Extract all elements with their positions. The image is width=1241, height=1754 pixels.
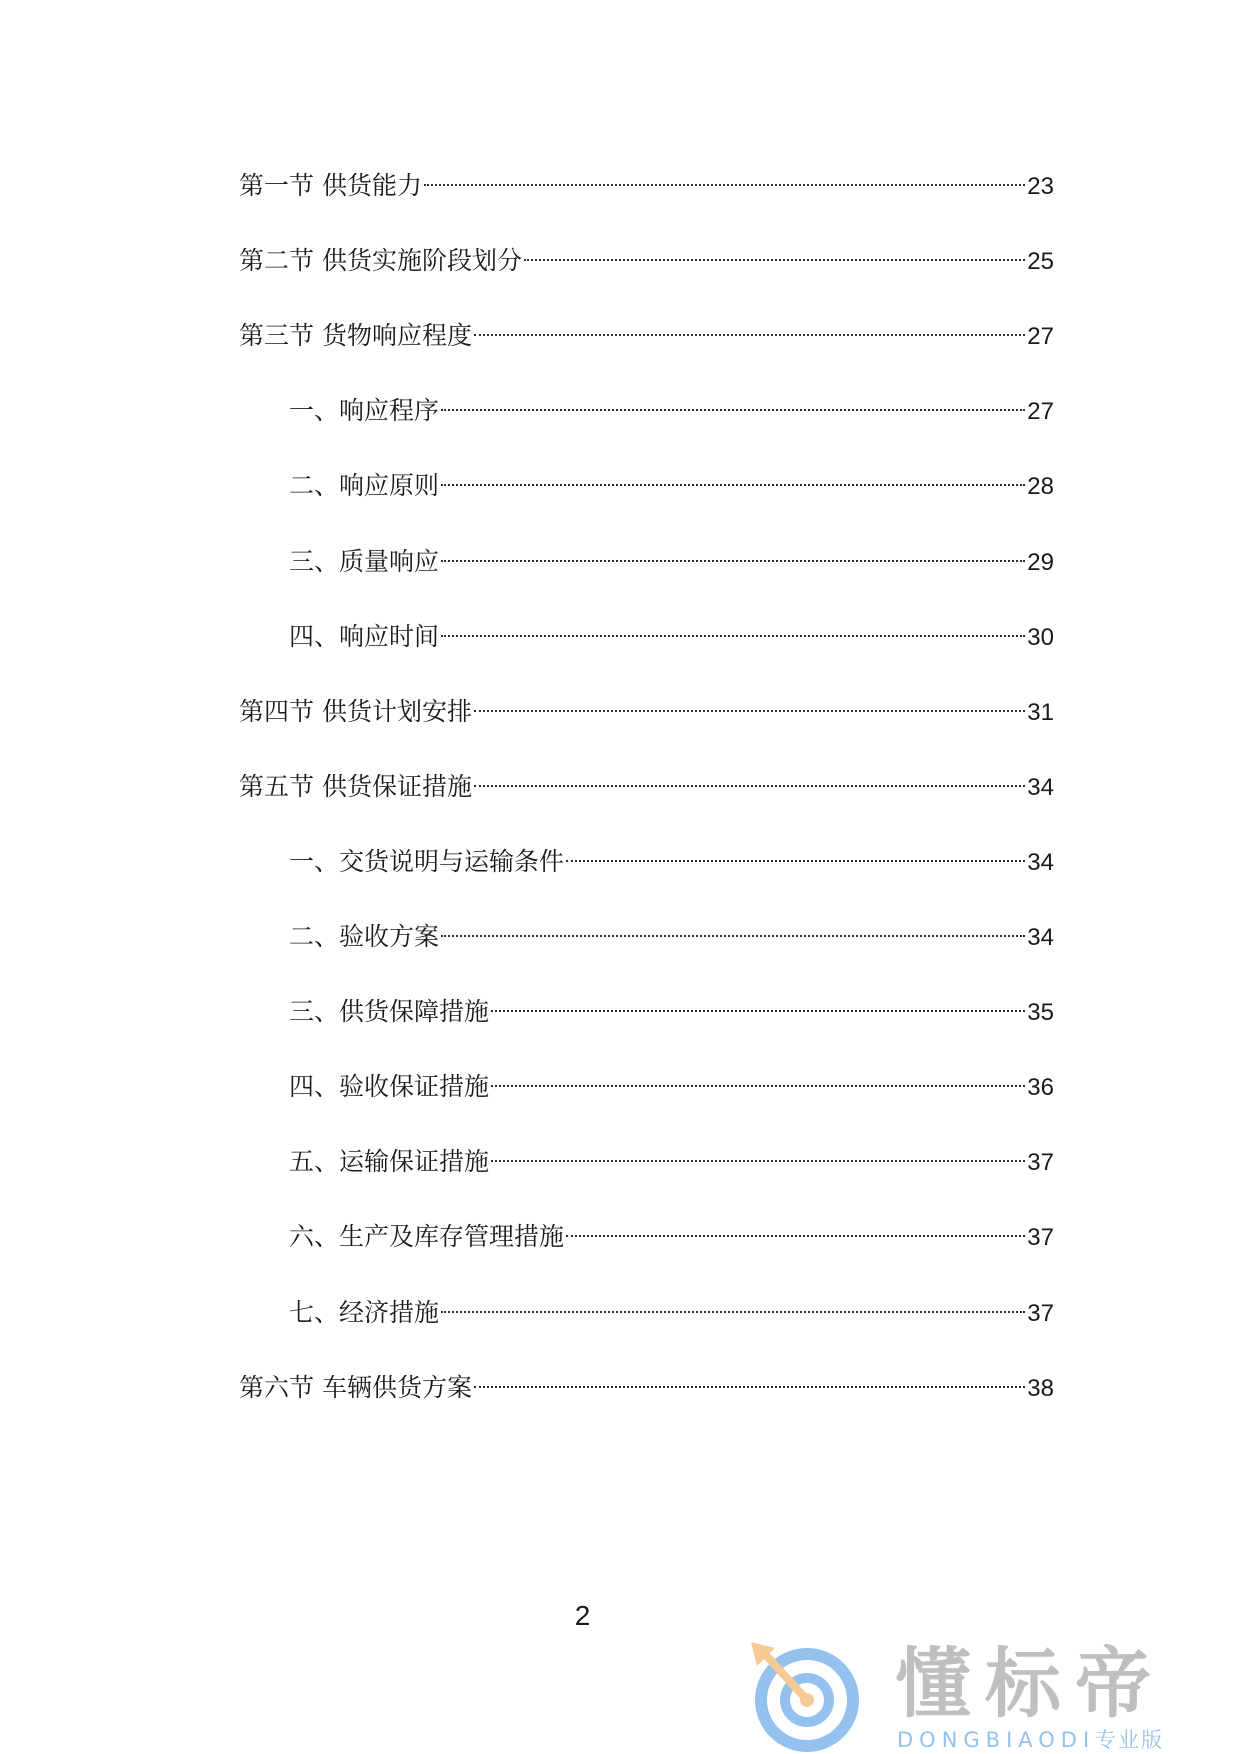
toc-entry[interactable] xyxy=(289,980,1054,1026)
toc-entry-title: 四、响应时间 xyxy=(289,622,440,651)
toc-dot-leader xyxy=(441,905,1025,945)
toc-dot-leader xyxy=(424,154,1025,194)
toc-entry-title: 第五节 供货保证措施 xyxy=(239,772,472,801)
toc-entry[interactable] xyxy=(289,454,1054,500)
toc-entry-title: 第二节 供货实施阶段划分 xyxy=(239,246,522,275)
watermark-sub-latin: DONGBIAODI xyxy=(897,1728,1096,1752)
watermark-brand: 懂标帝 xyxy=(895,1639,1165,1728)
toc-dot-leader xyxy=(474,1356,1025,1396)
toc-entry[interactable] xyxy=(239,229,1054,275)
watermark xyxy=(745,1628,1215,1754)
toc-entry-title: 二、验收方案 xyxy=(289,922,440,951)
toc-entry[interactable] xyxy=(289,605,1054,651)
toc-entry[interactable] xyxy=(289,379,1054,425)
toc-dot-leader xyxy=(491,1055,1025,1095)
toc-entry-title: 第六节 车辆供货方案 xyxy=(239,1373,472,1402)
toc-entry-page: 37 xyxy=(1027,1149,1054,1176)
toc-entry-page: 31 xyxy=(1027,699,1054,726)
toc-dot-leader xyxy=(474,304,1025,344)
toc-entry-page: 27 xyxy=(1027,398,1054,425)
toc-entry-title: 三、供货保障措施 xyxy=(289,997,490,1026)
toc-dot-leader xyxy=(524,229,1025,269)
toc-entry-page: 23 xyxy=(1027,173,1054,200)
toc-entry-title: 第四节 供货计划安排 xyxy=(239,697,472,726)
toc-entry-page: 25 xyxy=(1027,248,1054,275)
toc-dot-leader xyxy=(474,755,1025,795)
toc-entry-title: 三、质量响应 xyxy=(289,547,440,576)
toc-entry-page: 34 xyxy=(1027,849,1054,876)
toc-entry-page: 34 xyxy=(1027,924,1054,951)
toc-dot-leader xyxy=(441,379,1025,419)
toc-entry[interactable] xyxy=(289,830,1054,876)
toc-entry[interactable] xyxy=(239,1356,1054,1402)
toc-entry[interactable] xyxy=(239,154,1054,200)
toc-entry-page: 35 xyxy=(1027,999,1054,1026)
target-logo-icon xyxy=(745,1638,865,1754)
toc-dot-leader xyxy=(566,830,1025,870)
watermark-sub-cn: 专业版 xyxy=(1095,1728,1165,1752)
toc-entry-title: 六、生产及库存管理措施 xyxy=(289,1222,565,1251)
toc-entry-page: 28 xyxy=(1027,473,1054,500)
toc-entry-page: 34 xyxy=(1027,774,1054,801)
toc-entry-title: 二、响应原则 xyxy=(289,471,440,500)
toc-dot-leader xyxy=(441,1281,1025,1321)
toc-entry[interactable] xyxy=(289,1130,1054,1176)
toc-dot-leader xyxy=(474,680,1025,720)
toc-entry[interactable] xyxy=(239,680,1054,726)
toc-entry-title: 五、运输保证措施 xyxy=(289,1147,490,1176)
toc-entry[interactable] xyxy=(239,755,1054,801)
page-number: 2 xyxy=(574,1600,591,1631)
toc-dot-leader xyxy=(491,980,1025,1020)
toc-dot-leader xyxy=(441,454,1025,494)
toc-entry-title: 七、经济措施 xyxy=(289,1298,440,1327)
toc-entry-title: 一、响应程序 xyxy=(289,396,440,425)
watermark-subtitle xyxy=(897,1728,1164,1752)
toc-dot-leader xyxy=(566,1205,1025,1245)
toc-entry-title: 一、交货说明与运输条件 xyxy=(289,847,565,876)
toc-entry[interactable] xyxy=(289,530,1054,576)
toc-entry-page: 37 xyxy=(1027,1224,1054,1251)
toc-entry[interactable] xyxy=(289,1281,1054,1327)
toc-dot-leader xyxy=(491,1130,1025,1170)
toc-dot-leader xyxy=(441,605,1025,645)
toc-dot-leader xyxy=(441,530,1025,570)
toc-entry[interactable] xyxy=(289,1055,1054,1101)
toc-entry-title: 第三节 货物响应程度 xyxy=(239,321,472,350)
toc-entry-page: 29 xyxy=(1027,549,1054,576)
toc-entry-page: 30 xyxy=(1027,624,1054,651)
toc-entry-page: 27 xyxy=(1027,323,1054,350)
toc-entry-page: 37 xyxy=(1027,1300,1054,1327)
toc-entry-title: 第一节 供货能力 xyxy=(239,171,422,200)
toc-entry[interactable] xyxy=(239,304,1054,350)
toc-entry-page: 38 xyxy=(1027,1375,1054,1402)
toc-entry-page: 36 xyxy=(1027,1074,1054,1101)
toc-entry[interactable] xyxy=(289,905,1054,951)
toc-entry-title: 四、验收保证措施 xyxy=(289,1072,490,1101)
toc-entry[interactable] xyxy=(289,1205,1054,1251)
